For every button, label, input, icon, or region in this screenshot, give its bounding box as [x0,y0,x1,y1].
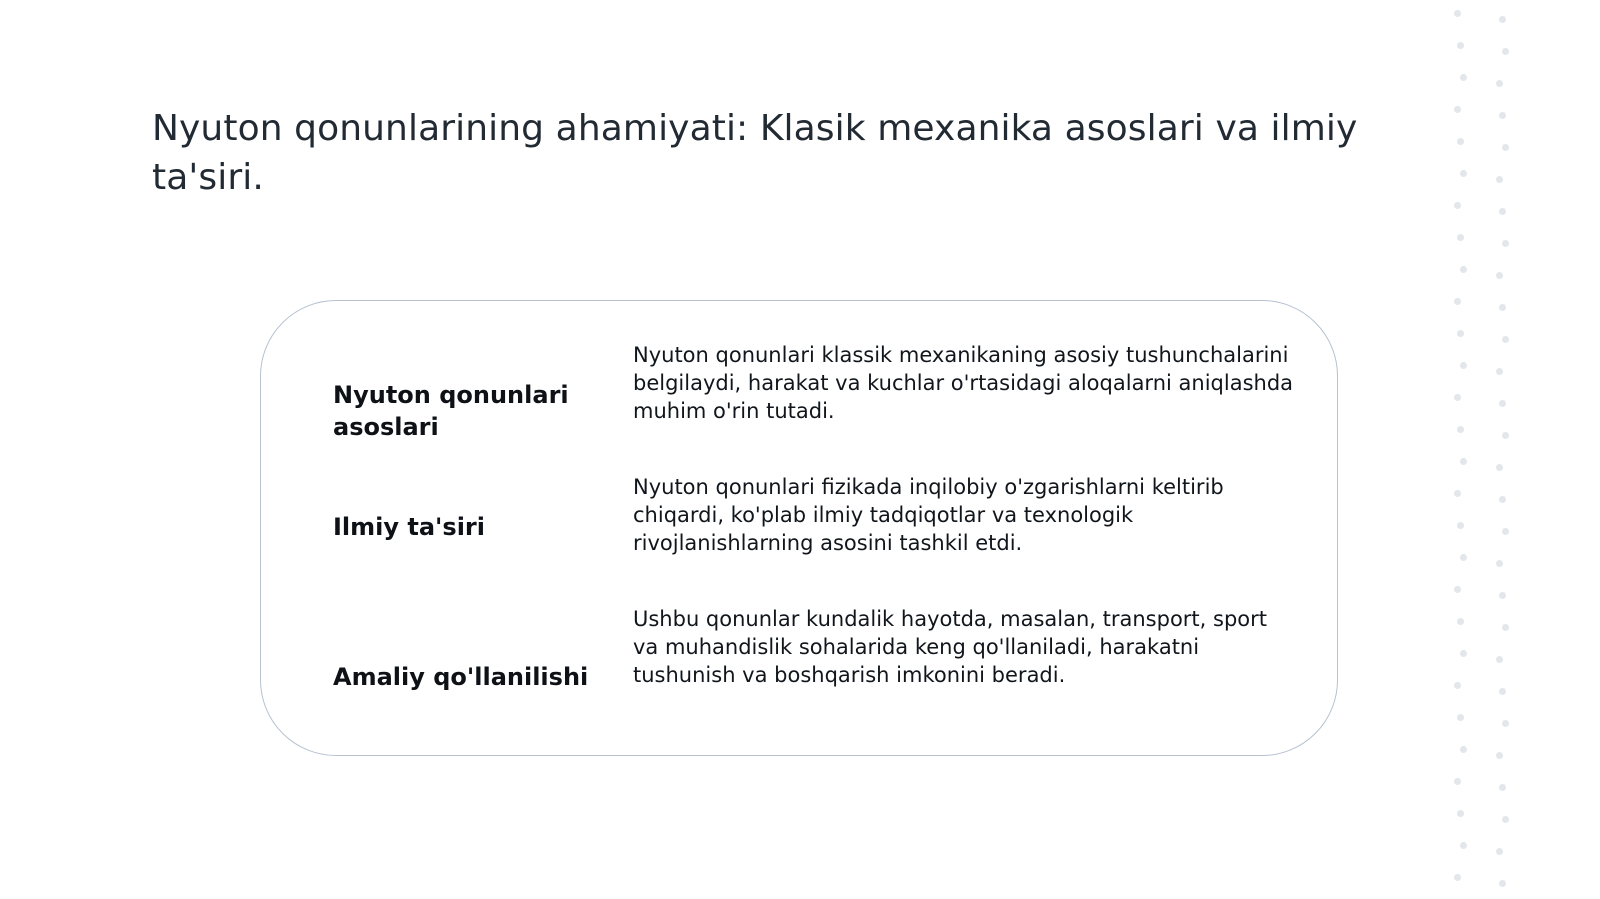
decorative-dot [1457,714,1464,721]
decorative-dot [1457,42,1464,49]
decorative-dot [1496,560,1503,567]
decorative-dot [1496,656,1503,663]
decorative-dot [1496,752,1503,759]
row-description: Nyuton qonunlari fizikada inqilobiy o'zgarishlarni keltirib chiqardi, ko'plab ilmiy tadqiqotlar va texnologik rivojlanishlarning asosini tashkil etdi. [633,475,1224,555]
decorative-dot [1499,16,1506,23]
decorative-dot [1460,650,1467,657]
decorative-dot [1499,592,1506,599]
decorative-dot [1454,10,1461,17]
decorative-dot [1496,176,1503,183]
decorative-dot [1496,368,1503,375]
decorative-dot [1457,426,1464,433]
decorative-dot [1499,208,1506,215]
decorative-dot [1502,720,1509,727]
decorative-dot-pattern [1452,0,1532,899]
decorative-dot [1457,522,1464,529]
row-label: Nyuton qonunlari asoslari [333,381,569,441]
decorative-dot [1502,48,1509,55]
decorative-dot [1460,746,1467,753]
decorative-dot [1460,554,1467,561]
decorative-dot [1499,496,1506,503]
decorative-dot [1499,688,1506,695]
decorative-dot [1499,304,1506,311]
decorative-dot [1460,458,1467,465]
decorative-dot [1457,234,1464,241]
decorative-dot [1460,362,1467,369]
decorative-dot [1502,816,1509,823]
decorative-dot [1454,202,1461,209]
decorative-dot [1499,400,1506,407]
decorative-dot [1496,464,1503,471]
decorative-dot [1457,138,1464,145]
decorative-dot [1502,336,1509,343]
decorative-dot [1499,784,1506,791]
decorative-dot [1454,874,1461,881]
decorative-dot [1502,144,1509,151]
decorative-dot [1499,880,1506,887]
decorative-dot [1454,490,1461,497]
decorative-dot [1502,528,1509,535]
row-description: Ushbu qonunlar kundalik hayotda, masalan, transport, sport va muhandislik sohalarida keng qo'llaniladi, harakatni tushunish va boshqarish imkonini beradi. [633,607,1267,687]
decorative-dot [1460,74,1467,81]
decorative-dot [1457,618,1464,625]
decorative-dot [1460,170,1467,177]
decorative-dot [1460,842,1467,849]
decorative-dot [1454,586,1461,593]
content-card [260,300,1338,756]
decorative-dot [1496,848,1503,855]
decorative-dot [1499,112,1506,119]
decorative-dot [1496,80,1503,87]
decorative-dot [1460,266,1467,273]
decorative-dot [1502,432,1509,439]
decorative-dot [1454,298,1461,305]
slide-title: Nyuton qonunlarining ahamiyati: Klasik mexanika asoslari va ilmiy ta'siri. [152,108,1358,198]
decorative-dot [1454,778,1461,785]
decorative-dot [1502,240,1509,247]
decorative-dot [1496,272,1503,279]
row-label: Ilmiy ta'siri [333,513,485,541]
decorative-dot [1502,624,1509,631]
decorative-dot [1454,394,1461,401]
decorative-dot [1454,106,1461,113]
decorative-dot [1457,810,1464,817]
decorative-dot [1454,682,1461,689]
row-label: Amaliy qo'llanilishi [333,663,589,691]
decorative-dot [1457,330,1464,337]
row-description: Nyuton qonunlari klassik mexanikaning asosiy tushunchalarini belgilaydi, harakat va kuchlar o'rtasidagi aloqalarni aniqlashda muhim o'rin tutadi. [633,343,1294,423]
